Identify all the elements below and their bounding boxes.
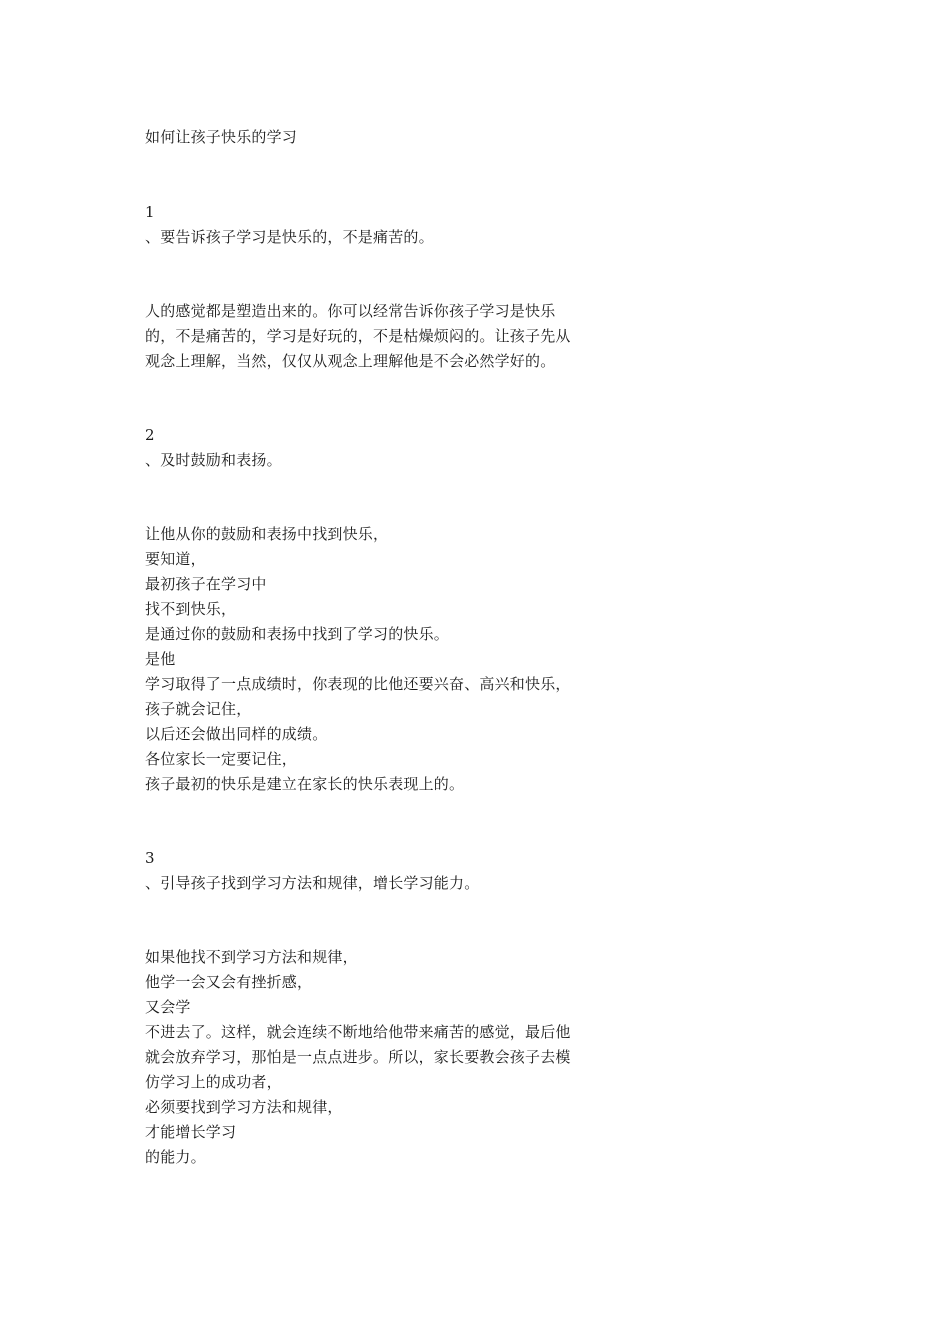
document-title: 如何让孩子快乐的学习 (145, 128, 298, 146)
section-1-body-line: 观念上理解，当然，仅仅从观念上理解他是不会必然学好的。 (145, 352, 556, 370)
section-1-heading: 、要告诉孩子学习是快乐的，不是痛苦的。 (145, 228, 434, 246)
section-1-body-line: 人的感觉都是塑造出来的。你可以经常告诉你孩子学习是快乐 (145, 302, 556, 320)
section-3-body-line: 如果他找不到学习方法和规律， (145, 948, 358, 966)
section-3-body-line: 必须要找到学习方法和规律， (145, 1098, 343, 1116)
section-2-body-line: 要知道， (145, 550, 206, 568)
section-2-body-line: 是他 (145, 650, 176, 668)
section-3-body-line: 才能增长学习 (145, 1123, 237, 1141)
section-2-number: 2 (145, 426, 155, 444)
section-3-heading: 、引导孩子找到学习方法和规律，增长学习能力。 (145, 874, 480, 892)
section-2-body-line: 让他从你的鼓励和表扬中找到快乐， (145, 525, 389, 543)
section-3-number: 3 (145, 849, 155, 867)
section-2-body-line: 孩子就会记住， (145, 700, 252, 718)
section-1-body-line: 的，不是痛苦的，学习是好玩的，不是枯燥烦闷的。让孩子先从 (145, 327, 571, 345)
section-2-body-line: 是通过你的鼓励和表扬中找到了学习的快乐。 (145, 625, 450, 643)
section-2-heading: 、及时鼓励和表扬。 (145, 451, 282, 469)
section-3-body-line: 的能力。 (145, 1148, 206, 1166)
section-3-body-line: 他学一会又会有挫折感， (145, 973, 313, 991)
section-2-body-line: 以后还会做出同样的成绩。 (145, 725, 328, 743)
section-3-body-line: 就会放弃学习，那怕是一点点进步。所以，家长要教会孩子去模 (145, 1048, 571, 1066)
section-2-body-line: 找不到快乐， (145, 600, 237, 618)
section-3-body-line: 不进去了。这样，就会连续不断地给他带来痛苦的感觉，最后他 (145, 1023, 571, 1041)
section-3-body-line: 仿学习上的成功者， (145, 1073, 282, 1091)
section-3-body-line: 又会学 (145, 998, 191, 1016)
section-2-body-line: 最初孩子在学习中 (145, 575, 267, 593)
section-2-body-line: 孩子最初的快乐是建立在家长的快乐表现上的。 (145, 775, 465, 793)
section-2-body-line: 各位家长一定要记住， (145, 750, 298, 768)
section-1-number: 1 (145, 203, 155, 221)
section-2-body-line: 学习取得了一点成绩时，你表现的比他还要兴奋、高兴和快乐， (145, 675, 571, 693)
